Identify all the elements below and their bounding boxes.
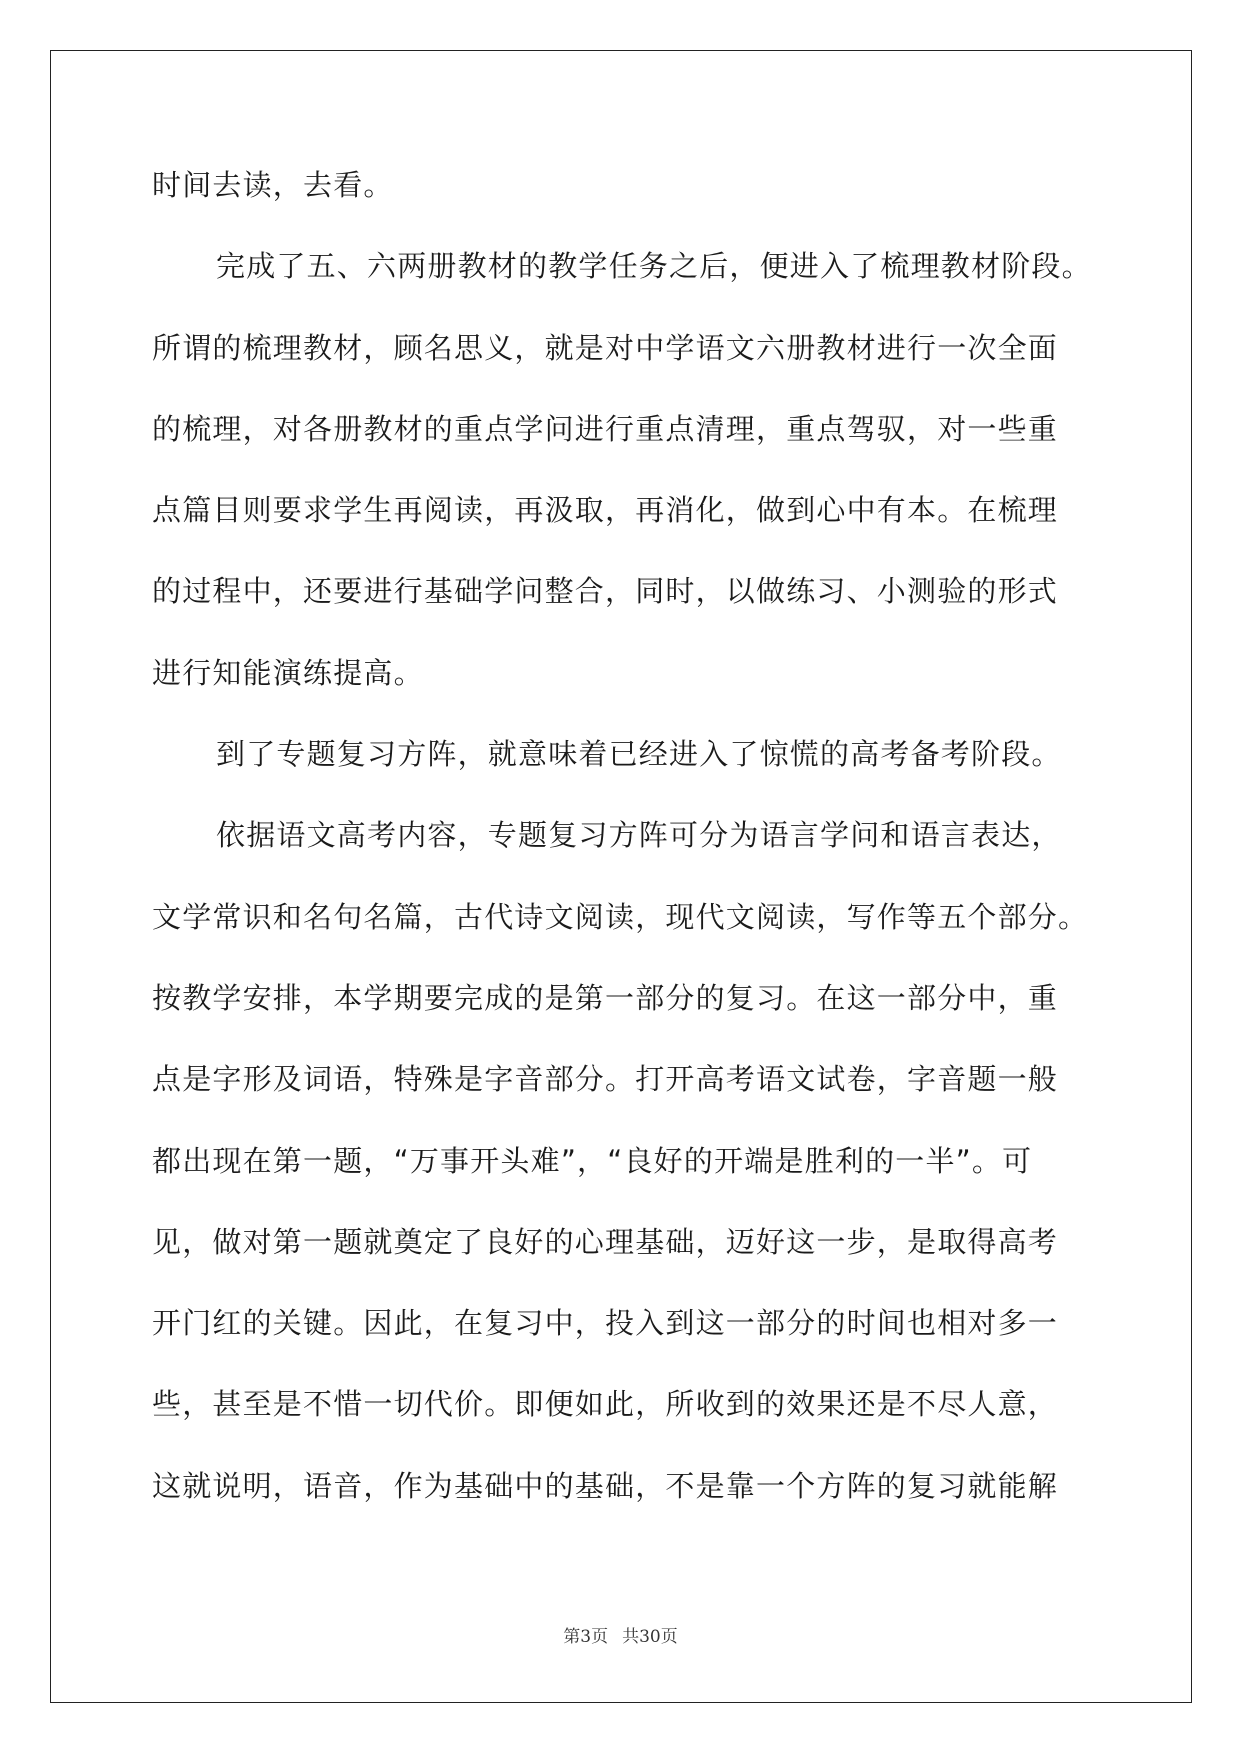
page-number-total: 共30页	[622, 1627, 678, 1647]
text-line: 依据语文高考内容，专题复习方阵可分为语言学问和语言表达，	[216, 818, 1062, 853]
text-line: 开门红的关键。因此，在复习中，投入到这一部分的时间也相对多一	[152, 1306, 1059, 1341]
text-line: 点是字形及词语，特殊是字音部分。打开高考语文试卷，字音题一般	[152, 1062, 1059, 1097]
text-line: 都出现在第一题，“万事开头难”，“良好的开端是胜利的一半”。可	[152, 1143, 1033, 1178]
text-line: 按教学安排，本学期要完成的是第一部分的复习。在这一部分中，重	[152, 980, 1059, 1015]
text-line: 所谓的梳理教材，顾名思义，就是对中学语文六册教材进行一次全面	[152, 330, 1059, 365]
text-line: 些，甚至是不惜一切代价。即便如此，所收到的效果还是不尽人意，	[152, 1387, 1059, 1422]
document-body	[152, 160, 1092, 1542]
page-number-current: 第3页	[563, 1627, 609, 1647]
text-line: 文学常识和名句名篇，古代诗文阅读，现代文阅读，写作等五个部分。	[152, 899, 1089, 934]
text-line: 到了专题复习方阵，就意味着已经进入了惊慌的高考备考阶段。	[216, 737, 1062, 772]
text-line: 点篇目则要求学生再阅读，再汲取，再消化，做到心中有本。在梳理	[152, 493, 1059, 528]
text-line: 完成了五、六两册教材的教学任务之后，便进入了梳理教材阶段。	[216, 249, 1092, 284]
text-line: 的过程中，还要进行基础学问整合，同时，以做练习、小测验的形式	[152, 574, 1059, 609]
text-line: 见，做对第一题就奠定了良好的心理基础，迈好这一步，是取得高考	[152, 1224, 1059, 1259]
page-footer	[0, 1622, 1241, 1647]
text-line: 进行知能演练提高。	[152, 655, 424, 690]
text-line: 这就说明，语音，作为基础中的基础，不是靠一个方阵的复习就能解	[152, 1468, 1059, 1503]
text-line: 的梳理，对各册教材的重点学问进行重点清理，重点驾驭，对一些重	[152, 411, 1059, 446]
text-line: 时间去读，去看。	[152, 168, 394, 202]
